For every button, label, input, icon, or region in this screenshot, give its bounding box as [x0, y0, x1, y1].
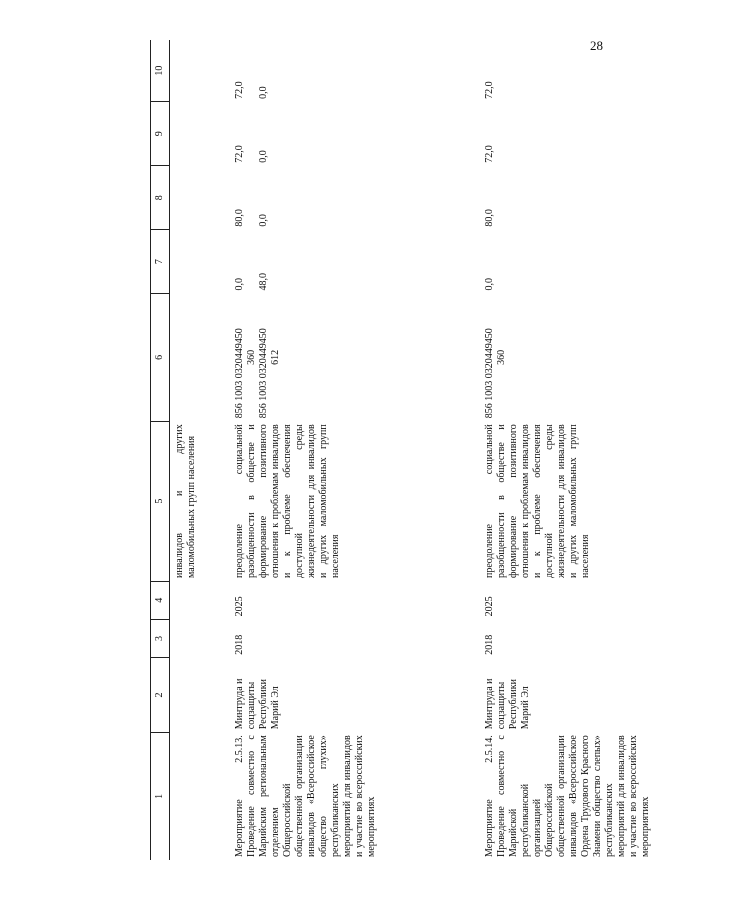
- col-header-3: 3: [151, 619, 170, 657]
- executor-cell: Минтруда и соцзащиты Республики Марий Эл: [483, 678, 531, 730]
- col-header-6: 6: [151, 294, 170, 422]
- end-year-cell: 2025: [233, 596, 245, 617]
- budget-code-cell: [480, 294, 740, 422]
- value: 72,0: [233, 81, 245, 99]
- value: 0,0: [257, 150, 269, 163]
- continuation-text: инвалидов и других маломобильных групп населения: [174, 424, 197, 579]
- value: 48,0: [257, 273, 269, 291]
- col8-cell: [480, 166, 740, 230]
- table-row: [230, 40, 480, 860]
- start-year-cell: 2018: [233, 634, 245, 655]
- value: 0,0: [233, 278, 245, 291]
- end-year-cell: 2025: [483, 596, 495, 617]
- page-number: 28: [590, 38, 603, 53]
- rotated-table-container: [150, 40, 685, 860]
- col-header-7: 7: [151, 230, 170, 294]
- column-number-row: [151, 40, 170, 860]
- col8-cell: [230, 166, 480, 230]
- col10-cell: [480, 40, 740, 102]
- col7-cell: [230, 230, 480, 294]
- value: 80,0: [233, 209, 245, 227]
- col-header-9: 9: [151, 102, 170, 166]
- value: 0,0: [257, 214, 269, 227]
- col-header-10: 10: [151, 40, 170, 102]
- col-header-5: 5: [151, 421, 170, 581]
- col9-cell: [480, 102, 740, 166]
- budget-code-suffix: 360: [245, 349, 257, 365]
- budget-code-suffix: 612: [269, 349, 281, 365]
- budget-code: 856 1003 0320449450: [233, 328, 245, 419]
- budget-code: 856 1003 0320449450: [257, 328, 269, 419]
- event-cell: Мероприятие 2.5.13. Проведение совместно с Марийским региональным отделением Общероссийской общественной организации инвалидов «Всероссийское общество глухих» республиканских мероприятий для инвалидов и участие во всероссийских мероприятиях: [233, 735, 377, 857]
- col-header-8: 8: [151, 166, 170, 230]
- events-table: [150, 40, 740, 860]
- value: 72,0: [483, 145, 495, 163]
- value: 0,0: [257, 86, 269, 99]
- executor-cell: Минтруда и соцзащиты Республики Марий Эл: [233, 678, 281, 730]
- col-header-1: 1: [151, 732, 170, 860]
- col7-cell: [480, 230, 740, 294]
- value: 72,0: [233, 145, 245, 163]
- value: 72,0: [483, 81, 495, 99]
- col10-cell: [230, 40, 480, 102]
- col-header-2: 2: [151, 658, 170, 733]
- budget-code-suffix: 360: [495, 349, 507, 365]
- value: 80,0: [483, 209, 495, 227]
- col-header-4: 4: [151, 581, 170, 619]
- budget-code: 856 1003 0320449450: [483, 328, 495, 419]
- start-year-cell: 2018: [483, 634, 495, 655]
- result-cell: преодоление социальной разобщенности в обществе и формирование позитивного отношения к проблемам инвалидов и к проблеме обеспечения доступной среды жизнедеятельности для инвалидов и других маломобильных групп населения: [233, 424, 341, 579]
- result-cell: преодоление социальной разобщенности в обществе и формирование позитивного отношения к проблемам инвалидов и к проблеме обеспечения доступной среды жизнедеятельности для инвалидов и других маломобильных групп населения: [483, 424, 591, 579]
- col9-cell: [230, 102, 480, 166]
- table-row: [480, 40, 740, 860]
- event-cell: Мероприятие 2.5.14. Проведение совместно с Марийской республиканской организацией Общероссийской общественной организации инвалидов «Всероссийское Ордена Трудового Красного Знамени общество слепых» республиканских мероприятий для инвалидов и участие во всероссийских мероприятиях: [483, 735, 651, 857]
- continuation-row: [170, 40, 230, 860]
- value: 0,0: [483, 278, 495, 291]
- budget-code-cell: [230, 294, 480, 422]
